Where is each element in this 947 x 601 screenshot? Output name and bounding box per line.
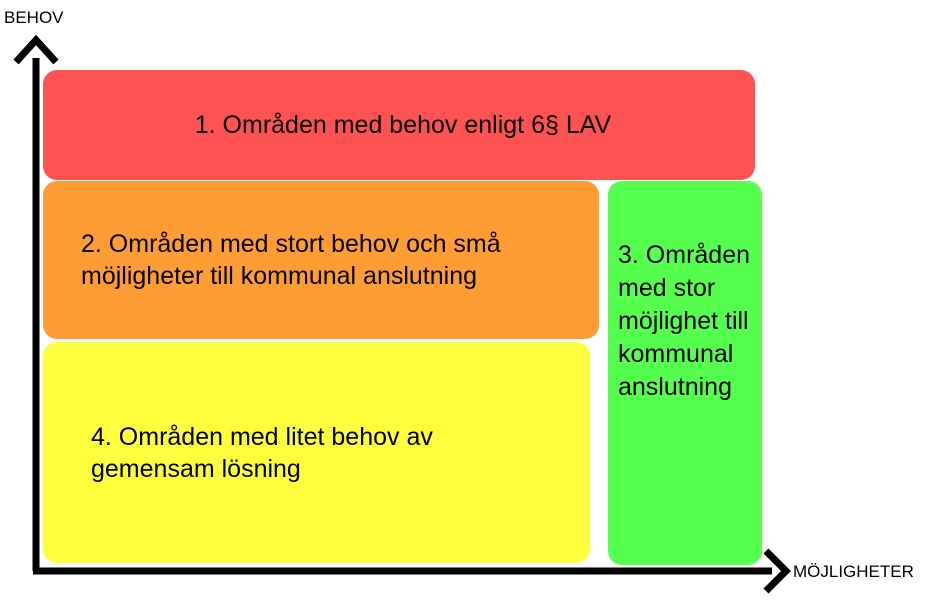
zone-2-label: 2. Områden med stort behov och små möjligheter till kommunal anslutning <box>81 230 501 290</box>
zone-4-label: 4. Områden med litet behov av gemensam lösning <box>91 422 433 483</box>
zone-3-label: 3. Områden med stor möjlighet till kommunal anslutning <box>618 241 751 401</box>
zone-1-label: 1. Områden med behov enligt 6§ LAV <box>194 111 612 139</box>
y-axis-label: BEHOV <box>4 8 64 27</box>
x-axis-label: MÖJLIGHETER <box>793 562 914 581</box>
